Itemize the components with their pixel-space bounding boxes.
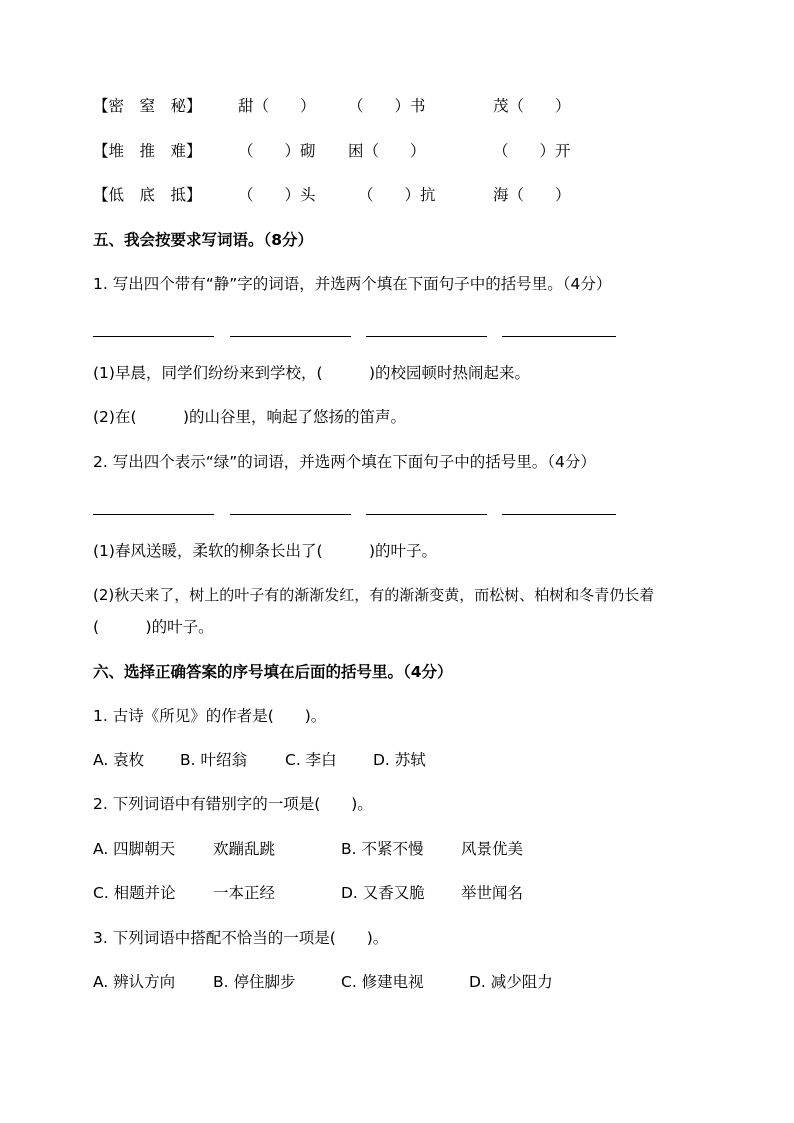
option-c[interactable]: C. 修建电视 <box>341 973 424 991</box>
option-a[interactable]: A. 辨认方向 <box>93 973 176 991</box>
option-c-word-2: 一本正经 <box>213 884 276 902</box>
answer-line[interactable] <box>366 336 487 337</box>
option-d[interactable]: D. 苏轼 <box>373 751 426 769</box>
option-b-word-2: 风景优美 <box>461 840 524 858</box>
answer-line[interactable] <box>502 336 616 337</box>
option-a[interactable]: A. 袁枚 <box>93 751 145 769</box>
section-5-title: 五、我会按要求写词语。（8分） <box>93 231 314 249</box>
char-group-label: 【密 窒 秘】 <box>93 97 202 115</box>
char-fill-blank: 甜（ ） <box>238 97 316 115</box>
answer-line[interactable] <box>230 336 351 337</box>
question-5-1-prompt: 1. 写出四个带有“静”字的词语，并选两个填在下面句子中的括号里。（4分） <box>93 275 612 293</box>
option-c[interactable]: C. 李白 <box>285 751 337 769</box>
char-fill-blank: 海（ ） <box>493 186 571 204</box>
question-5-1-sentence-2: (2)在( )的山谷里，响起了悠扬的笛声。 <box>93 408 407 426</box>
section-6-title: 六、选择正确答案的序号填在后面的括号里。（4分） <box>93 663 453 681</box>
question-5-2-sentence-1: (1)春风送暖，柔软的柳条长出了( )的叶子。 <box>93 542 438 560</box>
answer-line[interactable] <box>366 514 487 515</box>
option-a[interactable]: A. 四脚朝天 <box>93 840 176 858</box>
answer-line[interactable] <box>230 514 351 515</box>
option-b[interactable]: B. 不紧不慢 <box>341 840 424 858</box>
question-5-2-sentence-2-line-1: (2)秋天来了，树上的叶子有的渐渐发红，有的渐渐变黄，而松树、柏树和冬青仍长着 <box>93 586 655 604</box>
char-group-label: 【低 底 抵】 <box>93 186 202 204</box>
question-6-3-prompt: 3. 下列词语中搭配不恰当的一项是( )。 <box>93 929 389 947</box>
question-5-2-prompt: 2. 写出四个表示“绿”的词语，并选两个填在下面句子中的括号里。（4分） <box>93 453 596 471</box>
char-fill-blank: 茂（ ） <box>493 97 571 115</box>
char-group-label: 【堆 推 难】 <box>93 142 202 160</box>
char-fill-blank: （ ）开 <box>493 142 571 160</box>
answer-line[interactable] <box>93 514 214 515</box>
option-d-word-2: 举世闻名 <box>461 884 524 902</box>
question-5-1-sentence-1: (1)早晨，同学们纷纷来到学校，( )的校园顿时热闹起来。 <box>93 364 531 382</box>
answer-line[interactable] <box>502 514 616 515</box>
char-fill-blank: （ ）书 <box>348 97 426 115</box>
char-fill-blank: 困（ ） <box>348 142 426 160</box>
option-c[interactable]: C. 相题并论 <box>93 884 176 902</box>
option-d[interactable]: D. 又香又脆 <box>341 884 425 902</box>
option-a-word-2: 欢蹦乱跳 <box>213 840 276 858</box>
char-fill-blank: （ ）抗 <box>358 186 436 204</box>
question-5-2-sentence-2-line-2: ( )的叶子。 <box>93 618 214 636</box>
char-fill-blank: （ ）头 <box>238 186 316 204</box>
option-d[interactable]: D. 减少阻力 <box>469 973 553 991</box>
question-6-2-prompt: 2. 下列词语中有错别字的一项是( )。 <box>93 795 373 813</box>
question-6-1-prompt: 1. 古诗《所见》的作者是( )。 <box>93 707 327 725</box>
option-b[interactable]: B. 叶绍翁 <box>180 751 247 769</box>
answer-line[interactable] <box>93 336 214 337</box>
char-fill-blank: （ ）砌 <box>238 142 316 160</box>
option-b[interactable]: B. 停住脚步 <box>213 973 296 991</box>
